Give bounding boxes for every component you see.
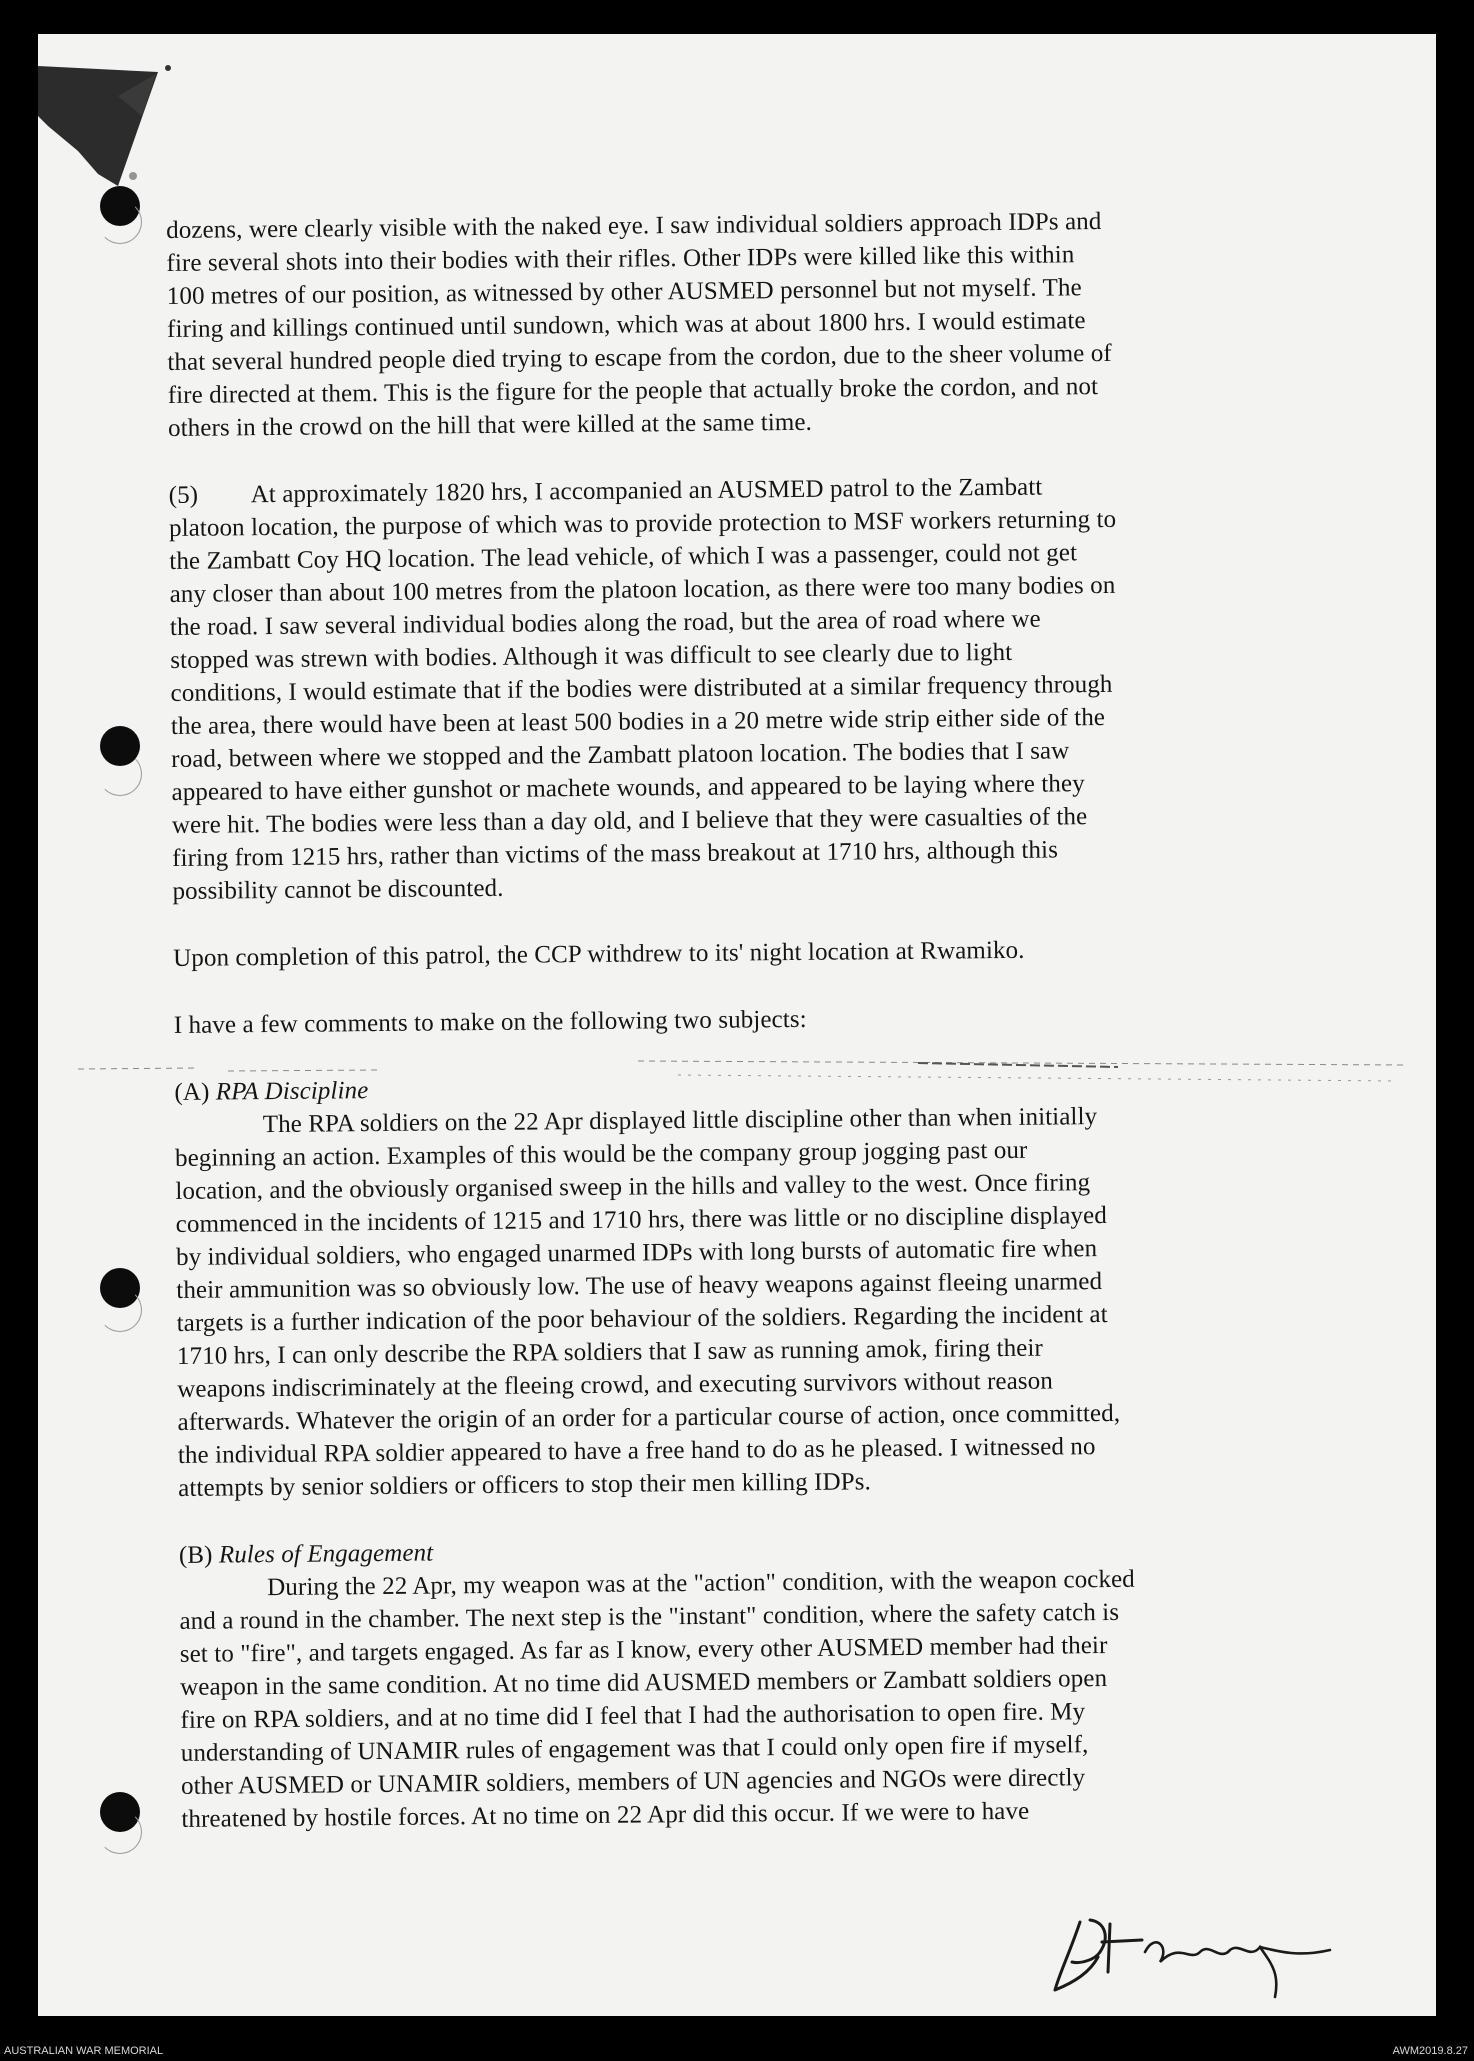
- section-rules-of-engagement: [179, 1528, 1298, 1836]
- paragraph-5-text: At approximately 1820 hrs, I accompanied an AUSMED patrol to the Zambatt platoon location, the purpose of which was to provide protection to MSF workers returning to the Zambatt Coy HQ location. The lead vehicle, of which I was a passenger, could not get any closer than about 100 metres from the platoon location, as there were too many bodies on the road. I saw several individual bodies along the road, but the area of road where we stopped was strewn with bodies. Although it was difficult to see clearly due to light conditions, I would estimate that if the bodies were distributed at a similar frequency through the area, there would have been at least 500 bodies in a 20 metre wide strip either side of the road, between where we stopped and the Zambatt platoon location. The bodies that I saw appeared to have either gunshot or machete wounds, and appeared to be laying where they were hit. The bodies were less than a day old, and I believe that they were casualties of the firing from 1215 hrs, rather than victims of the mass breakout at 1710 hrs, although this possibility cannot be discounted.: [168, 473, 1117, 905]
- footer-reference: AWM2019.8.27: [1392, 2045, 1468, 2057]
- corner-ink-blot: [38, 56, 188, 206]
- punch-hole-ring-3: [98, 1288, 142, 1332]
- section-rpa-discipline: [174, 1065, 1294, 1505]
- paragraph-5: [169, 468, 1289, 908]
- paragraph-comments-intro: I have a few comments to make on the following two subjects:: [173, 1005, 807, 1039]
- document-page: [38, 34, 1436, 2016]
- paragraph-dozens: dozens, were clearly visible with the naked eye. I saw individual soldiers approach IDPs and fire several shots into their bodies with their rifles. Other IDPs were killed like this within 100 metres of our position, as witnessed by other AUSMED personnel but not myself. The firing and killings continued until sundown, which was at about 1800 hrs. I would estimate that several hundred people died trying to escape from the cordon, due to the sheer volume of fire directed at them. This is the figure for the people that actually broke the cordon, and not others in the crowd on the hill that were killed at the same time.: [166, 208, 1112, 442]
- paragraph-completion: Upon completion of this patrol, the CCP withdrew to its' night location at Rwamiko.: [173, 936, 1025, 972]
- letter-body: [166, 203, 1298, 1870]
- section-b-title: Rules of Engagement: [218, 1539, 434, 1569]
- archive-footer: [0, 2021, 1474, 2061]
- paragraph-number: (5): [168, 481, 199, 509]
- signature: [1050, 1902, 1340, 2002]
- section-a-marker: (A): [174, 1078, 210, 1106]
- section-b-text: During the 22 Apr, my weapon was at the "action" condition, with the weapon cocked and a round in the chamber. The next step is the "instant" condition, where the safety catch is set to "fire", and targets engaged. As far as I know, every other AUSMED member had their weapon in the same condition. At no time did AUSMED members or Zambatt soldiers open fire on RPA soldiers, and at no time did I feel that I had the authorisation to open fire. My understanding of UNAMIR rules of engagement was that I could only open fire if myself, other AUSMED or UNAMIR soldiers, members of UN agencies and NGOs were directly threatened by hostile forces. At no time on 22 Apr did this occur. If we were to have: [179, 1565, 1135, 1833]
- punch-hole-ring-1: [98, 200, 142, 244]
- section-a-title: RPA Discipline: [215, 1077, 369, 1106]
- punch-hole-ring-2: [98, 752, 142, 796]
- section-a-text: The RPA soldiers on the 22 Apr displayed little discipline other than when initially beginning an action. Examples of this would be the company group jogging past our location, and the obviously organised sweep in the hills and valley to the west. Once firing commenced in the incidents of 1215 and 1710 hrs, there was little or no discipline displayed by individual soldiers, who engaged unarmed IDPs with long bursts of automatic fire when their ammunition was so obviously low. The use of heavy weapons against fleeing unarmed targets is a further indication of the poor behaviour of the soldiers. Regarding the incident at 1710 hrs, I can only describe the RPA soldiers that I saw as running amok, firing their weapons indiscriminately at the fleeing crowd, and executing survivors without reason afterwards. Whatever the origin of an order for a particular course of action, once committed, the individual RPA soldier appeared to have a free hand to do as he pleased. I witnessed no attempts by senior soldiers or officers to stop their men killing IDPs.: [174, 1103, 1121, 1502]
- footer-institution: AUSTRALIAN WAR MEMORIAL: [4, 2045, 164, 2057]
- section-b-marker: (B): [178, 1541, 213, 1569]
- punch-hole-ring-4: [98, 1810, 142, 1854]
